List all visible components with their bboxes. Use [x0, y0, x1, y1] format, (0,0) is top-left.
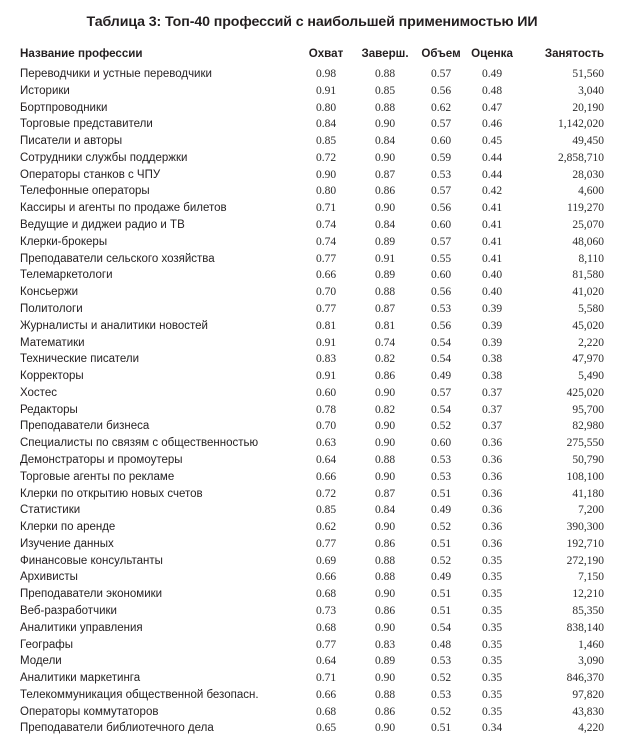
cell-volume: 0.62 [430, 101, 452, 114]
cell-volume: 0.56 [430, 84, 452, 97]
cell-employment: 838,140 [566, 621, 604, 634]
cell-rating: 0.47 [481, 101, 503, 114]
table-row [20, 251, 604, 268]
cell-coverage: 0.70 [315, 420, 337, 433]
cell-employment: 4,600 [578, 185, 604, 198]
cell-rating: 0.39 [481, 319, 503, 332]
table-row [20, 63, 604, 83]
cell-completion: 0.87 [374, 302, 396, 315]
cell-completion: 0.90 [374, 437, 396, 450]
cell-rating: 0.41 [481, 202, 503, 215]
cell-completion: 0.88 [374, 286, 396, 299]
table-footer [20, 737, 604, 741]
cell-volume: 0.48 [430, 638, 452, 651]
cell-rating: 0.40 [481, 269, 503, 282]
cell-completion: 0.86 [374, 370, 396, 383]
cell-volume: 0.56 [430, 202, 452, 215]
table-row [20, 234, 604, 251]
cell-completion: 0.84 [374, 219, 396, 232]
cell-coverage: 0.81 [315, 319, 337, 332]
cell-employment: 1,142,020 [558, 118, 604, 131]
cell-employment: 5,580 [578, 302, 604, 315]
cell-completion: 0.90 [374, 420, 396, 433]
cell-completion: 0.88 [374, 688, 396, 701]
cell-volume: 0.53 [430, 688, 452, 701]
cell-completion: 0.87 [374, 487, 396, 500]
occupations-table [20, 44, 604, 741]
cell-coverage: 0.73 [315, 605, 337, 617]
cell-volume: 0.53 [430, 453, 452, 466]
cell-volume: 0.52 [430, 420, 452, 433]
cell-rating: 0.45 [481, 135, 503, 148]
cell-coverage: 0.66 [315, 269, 337, 282]
cell-name: Клерки-брокеры [20, 235, 108, 248]
table-row [20, 519, 604, 536]
cell-completion: 0.90 [374, 521, 396, 534]
bottom-rule [20, 737, 604, 741]
cell-employment: 97,820 [572, 688, 604, 701]
cell-name: Телекоммуникация общественной безопасн. [20, 688, 259, 701]
cell-coverage: 0.72 [315, 151, 337, 164]
cell-coverage: 0.77 [315, 537, 337, 550]
cell-rating: 0.40 [481, 286, 503, 299]
cell-volume: 0.57 [430, 118, 452, 131]
cell-volume: 0.49 [430, 504, 452, 517]
cell-name: Переводчики и устные переводчики [20, 68, 212, 80]
cell-volume: 0.60 [430, 269, 452, 282]
cell-name: Клерки по аренде [20, 521, 116, 534]
cell-completion: 0.88 [374, 453, 396, 466]
cell-name: Сотрудники службы поддержки [20, 151, 188, 164]
cell-coverage: 0.60 [315, 386, 337, 399]
cell-volume: 0.53 [430, 655, 452, 668]
cell-employment: 2,220 [578, 336, 604, 349]
cell-employment: 425,020 [566, 386, 604, 399]
cell-employment: 20,190 [572, 101, 604, 114]
cell-completion: 0.84 [374, 504, 396, 517]
cell-employment: 4,220 [578, 722, 604, 735]
table-row [20, 368, 604, 385]
cell-employment: 5,490 [578, 370, 604, 383]
cell-employment: 12,210 [572, 588, 604, 601]
cell-employment: 95,700 [572, 403, 604, 416]
cell-rating: 0.36 [481, 470, 503, 483]
cell-rating: 0.34 [481, 722, 503, 735]
cell-volume: 0.52 [430, 554, 452, 567]
cell-completion: 0.86 [374, 705, 396, 718]
cell-volume: 0.59 [430, 151, 452, 164]
cell-completion: 0.89 [374, 269, 396, 282]
cell-employment: 48,060 [572, 235, 604, 248]
cell-rating: 0.42 [481, 185, 503, 198]
cell-name: Географы [20, 638, 73, 651]
cell-name: Архивисты [20, 571, 78, 584]
cell-name: Технические писатели [20, 353, 140, 366]
cell-completion: 0.87 [374, 168, 396, 181]
cell-employment: 7,150 [578, 571, 604, 584]
cell-coverage: 0.91 [315, 370, 337, 383]
cell-coverage: 0.65 [315, 722, 337, 735]
cell-coverage: 0.80 [315, 101, 337, 114]
cell-coverage: 0.68 [315, 588, 337, 601]
table-row [20, 586, 604, 603]
cell-completion: 0.88 [374, 554, 396, 567]
cell-name: Писатели и авторы [20, 135, 123, 148]
cell-name: Торговые агенты по рекламе [20, 470, 175, 483]
cell-employment: 41,180 [572, 487, 604, 500]
cell-volume: 0.52 [430, 521, 452, 534]
column-header-coverage: Охват [308, 47, 344, 60]
cell-coverage: 0.71 [315, 672, 337, 685]
table-row [20, 469, 604, 486]
cell-name: Веб-разработчики [20, 605, 117, 617]
cell-completion: 0.88 [374, 68, 396, 80]
cell-name: Консьержи [20, 286, 79, 299]
cell-name: Ведущие и диджеи радио и ТВ [20, 219, 185, 232]
cell-coverage: 0.98 [315, 68, 337, 80]
cell-coverage: 0.62 [315, 521, 337, 534]
cell-volume: 0.54 [430, 353, 452, 366]
cell-completion: 0.83 [374, 638, 396, 651]
cell-rating: 0.36 [481, 487, 503, 500]
table-row [20, 385, 604, 402]
cell-rating: 0.35 [481, 655, 503, 668]
table-row [20, 133, 604, 150]
table-row [20, 150, 604, 167]
cell-volume: 0.52 [430, 672, 452, 685]
cell-coverage: 0.91 [315, 84, 337, 97]
cell-volume: 0.49 [430, 370, 452, 383]
cell-rating: 0.35 [481, 571, 503, 584]
cell-rating: 0.36 [481, 437, 503, 450]
table-row [20, 284, 604, 301]
cell-employment: 82,980 [572, 420, 604, 433]
cell-employment: 3,090 [578, 655, 604, 668]
cell-rating: 0.35 [481, 672, 503, 685]
cell-volume: 0.60 [430, 437, 452, 450]
cell-completion: 0.89 [374, 235, 396, 248]
cell-coverage: 0.78 [315, 403, 337, 416]
table-row [20, 267, 604, 284]
cell-completion: 0.82 [374, 403, 396, 416]
cell-coverage: 0.63 [315, 437, 337, 450]
cell-completion: 0.90 [374, 672, 396, 685]
cell-coverage: 0.83 [315, 353, 337, 366]
table-row [20, 200, 604, 217]
cell-name: Политологи [20, 302, 83, 315]
cell-coverage: 0.68 [315, 621, 337, 634]
cell-volume: 0.51 [430, 605, 452, 617]
cell-completion: 0.84 [374, 135, 396, 148]
cell-coverage: 0.85 [315, 135, 337, 148]
cell-name: Модели [20, 655, 62, 668]
cell-volume: 0.51 [430, 722, 452, 735]
table-body [20, 63, 604, 737]
table-row [20, 670, 604, 687]
cell-completion: 0.88 [374, 101, 396, 114]
cell-employment: 7,200 [578, 504, 604, 517]
cell-completion: 0.90 [374, 621, 396, 634]
cell-name: Преподаватели экономики [20, 588, 163, 601]
table-row [20, 653, 604, 670]
cell-completion: 0.90 [374, 722, 396, 735]
cell-employment: 81,580 [572, 269, 604, 282]
cell-coverage: 0.85 [315, 504, 337, 517]
cell-coverage: 0.90 [315, 168, 337, 181]
table-row [20, 485, 604, 502]
cell-rating: 0.38 [481, 353, 503, 366]
cell-rating: 0.35 [481, 638, 503, 651]
cell-rating: 0.36 [481, 504, 503, 517]
cell-name: Бортпроводники [20, 101, 108, 114]
cell-rating: 0.41 [481, 219, 503, 232]
cell-rating: 0.39 [481, 302, 503, 315]
cell-rating: 0.41 [481, 235, 503, 248]
cell-coverage: 0.84 [315, 118, 337, 131]
cell-rating: 0.36 [481, 537, 503, 550]
column-header-completion: Заверш. [361, 47, 409, 60]
cell-name: Операторы коммутаторов [20, 705, 159, 718]
table-row [20, 636, 604, 653]
table-row [20, 502, 604, 519]
cell-employment: 43,830 [572, 705, 604, 718]
table-row [20, 435, 604, 452]
cell-coverage: 0.72 [315, 487, 337, 500]
table-row [20, 217, 604, 234]
cell-coverage: 0.74 [315, 219, 337, 232]
cell-name: Аналитики маркетинга [20, 672, 141, 685]
cell-volume: 0.51 [430, 487, 452, 500]
cell-completion: 0.81 [374, 319, 396, 332]
cell-rating: 0.35 [481, 554, 503, 567]
cell-employment: 846,370 [566, 672, 604, 685]
cell-coverage: 0.64 [315, 453, 337, 466]
cell-name: Торговые представители [20, 118, 153, 131]
cell-rating: 0.35 [481, 705, 503, 718]
cell-rating: 0.46 [481, 118, 503, 131]
cell-completion: 0.90 [374, 202, 396, 215]
cell-name: Корректоры [20, 370, 84, 383]
cell-rating: 0.48 [481, 84, 503, 97]
cell-volume: 0.51 [430, 537, 452, 550]
cell-name: Демонстраторы и промоутеры [20, 453, 183, 466]
cell-name: Телемаркетологи [20, 269, 113, 282]
cell-completion: 0.90 [374, 470, 396, 483]
cell-name: Журналисты и аналитики новостей [20, 319, 208, 332]
cell-volume: 0.55 [430, 252, 452, 265]
table-row [20, 704, 604, 721]
cell-completion: 0.90 [374, 386, 396, 399]
cell-completion: 0.90 [374, 118, 396, 131]
table-header [20, 44, 604, 63]
cell-coverage: 0.66 [315, 470, 337, 483]
cell-volume: 0.53 [430, 470, 452, 483]
table-row [20, 569, 604, 586]
cell-employment: 47,970 [572, 353, 604, 366]
cell-volume: 0.51 [430, 588, 452, 601]
cell-volume: 0.56 [430, 319, 452, 332]
table-row [20, 99, 604, 116]
cell-volume: 0.57 [430, 185, 452, 198]
cell-volume: 0.54 [430, 336, 452, 349]
table-row [20, 183, 604, 200]
cell-employment: 8,110 [578, 252, 604, 265]
cell-employment: 41,020 [572, 286, 604, 299]
cell-rating: 0.37 [481, 386, 503, 399]
table-row [20, 334, 604, 351]
cell-rating: 0.49 [481, 68, 503, 80]
table-row [20, 603, 604, 620]
cell-rating: 0.37 [481, 403, 503, 416]
cell-completion: 0.85 [374, 84, 396, 97]
cell-coverage: 0.68 [315, 705, 337, 718]
table-row [20, 452, 604, 469]
table-row [20, 351, 604, 368]
cell-volume: 0.57 [430, 68, 452, 80]
cell-completion: 0.74 [374, 336, 396, 349]
cell-rating: 0.36 [481, 521, 503, 534]
header-row [20, 47, 604, 60]
cell-name: Редакторы [20, 403, 78, 416]
cell-rating: 0.35 [481, 688, 503, 701]
cell-employment: 390,300 [566, 521, 604, 534]
cell-coverage: 0.70 [315, 286, 337, 299]
cell-employment: 1,460 [578, 638, 604, 651]
cell-completion: 0.89 [374, 655, 396, 668]
cell-employment: 2,858,710 [558, 151, 604, 164]
cell-employment: 108,100 [566, 470, 604, 483]
cell-name: Аналитики управления [20, 621, 143, 634]
table-row [20, 116, 604, 133]
cell-name: Хостес [20, 386, 57, 399]
cell-rating: 0.36 [481, 453, 503, 466]
table-caption: Таблица 3: Топ-40 профессий с наибольшей применимостью ИИ [86, 14, 538, 30]
cell-volume: 0.54 [430, 621, 452, 634]
cell-coverage: 0.71 [315, 202, 337, 215]
cell-completion: 0.90 [374, 151, 396, 164]
table-row [20, 720, 604, 737]
cell-name: Кассиры и агенты по продаже билетов [20, 202, 227, 215]
cell-coverage: 0.66 [315, 688, 337, 701]
cell-completion: 0.91 [374, 252, 396, 265]
cell-name: Финансовые консультанты [20, 554, 163, 567]
cell-volume: 0.56 [430, 286, 452, 299]
cell-volume: 0.49 [430, 571, 452, 584]
cell-rating: 0.38 [481, 370, 503, 383]
cell-rating: 0.39 [481, 336, 503, 349]
cell-employment: 192,710 [566, 537, 604, 550]
cell-name: Историки [20, 84, 70, 97]
cell-name: Изучение данных [20, 537, 114, 550]
cell-rating: 0.41 [481, 252, 503, 265]
cell-employment: 51,560 [572, 68, 604, 80]
cell-employment: 49,450 [572, 135, 604, 148]
cell-completion: 0.82 [374, 353, 396, 366]
cell-coverage: 0.69 [315, 554, 337, 567]
cell-rating: 0.35 [481, 605, 503, 617]
column-header-volume: Объем [421, 47, 461, 60]
cell-rating: 0.35 [481, 621, 503, 634]
cell-rating: 0.37 [481, 420, 503, 433]
cell-coverage: 0.77 [315, 302, 337, 315]
cell-employment: 50,790 [572, 453, 604, 466]
cell-completion: 0.86 [374, 537, 396, 550]
table-row [20, 418, 604, 435]
cell-employment: 275,550 [566, 437, 604, 450]
cell-rating: 0.44 [481, 168, 503, 181]
cell-coverage: 0.91 [315, 336, 337, 349]
cell-volume: 0.60 [430, 219, 452, 232]
table-row [20, 553, 604, 570]
cell-coverage: 0.74 [315, 235, 337, 248]
table-row [20, 620, 604, 637]
column-header-employment: Занятость [544, 47, 604, 60]
cell-employment: 85,350 [572, 605, 604, 617]
cell-volume: 0.54 [430, 403, 452, 416]
cell-completion: 0.88 [374, 571, 396, 584]
cell-completion: 0.86 [374, 185, 396, 198]
cell-name: Преподаватели сельского хозяйства [20, 252, 215, 265]
cell-employment: 3,040 [578, 84, 604, 97]
cell-volume: 0.53 [430, 168, 452, 181]
cell-name: Преподаватели бизнеса [20, 420, 150, 433]
cell-volume: 0.57 [430, 235, 452, 248]
cell-name: Математики [20, 336, 85, 349]
table-row [20, 402, 604, 419]
cell-name: Статистики [20, 504, 81, 517]
cell-employment: 119,270 [567, 202, 604, 215]
column-header-name: Название профессии [20, 47, 143, 60]
cell-volume: 0.52 [430, 705, 452, 718]
cell-name: Телефонные операторы [20, 185, 150, 198]
cell-volume: 0.53 [430, 302, 452, 315]
cell-rating: 0.44 [481, 151, 503, 164]
cell-coverage: 0.64 [315, 655, 337, 668]
table-row [20, 301, 604, 318]
cell-name: Специалисты по связям с общественностью [20, 437, 259, 450]
cell-coverage: 0.80 [315, 185, 337, 198]
cell-employment: 28,030 [572, 168, 604, 181]
cell-completion: 0.86 [374, 605, 396, 617]
cell-coverage: 0.77 [315, 252, 337, 265]
cell-employment: 45,020 [572, 319, 604, 332]
table-row [20, 318, 604, 335]
cell-employment: 25,070 [572, 219, 604, 232]
table-row [20, 167, 604, 184]
cell-name: Клерки по открытию новых счетов [20, 487, 203, 500]
cell-volume: 0.57 [430, 386, 452, 399]
table-row [20, 687, 604, 704]
cell-name: Преподаватели библиотечного дела [20, 722, 214, 735]
cell-coverage: 0.66 [315, 571, 337, 584]
cell-name: Операторы станков с ЧПУ [20, 168, 161, 181]
column-header-rating: Оценка [471, 47, 513, 60]
table-row [20, 83, 604, 100]
table-row [20, 536, 604, 553]
cell-rating: 0.35 [481, 588, 503, 601]
cell-employment: 272,190 [566, 554, 604, 567]
cell-completion: 0.90 [374, 588, 396, 601]
table-container [20, 44, 604, 741]
cell-volume: 0.60 [430, 135, 452, 148]
cell-coverage: 0.77 [315, 638, 337, 651]
